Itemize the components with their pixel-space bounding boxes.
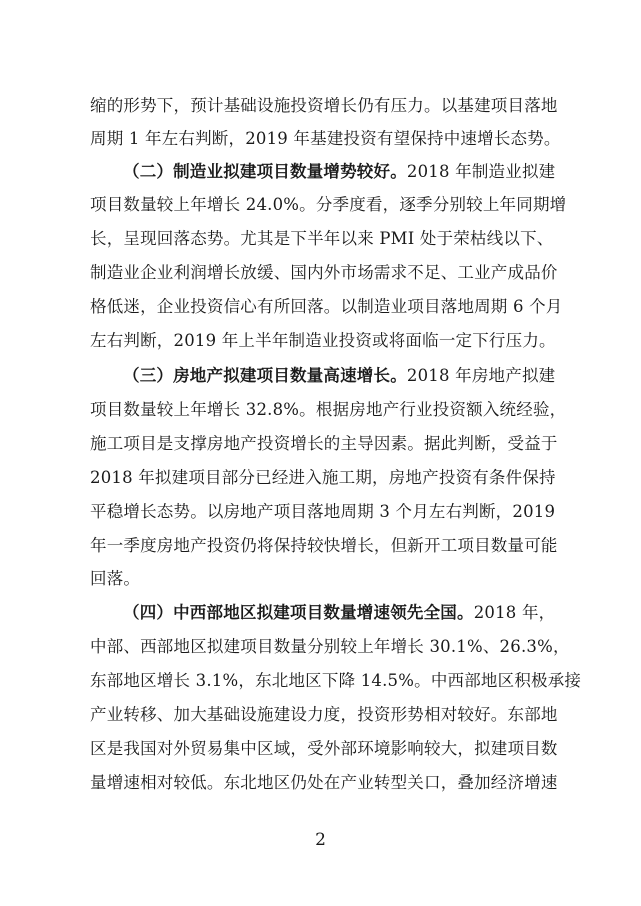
section-3-line-7: 回落。: [90, 569, 141, 588]
section-3-line-2: 项目数量较上年增长 32.8%。根据房地产行业投资额入统经验，: [90, 400, 567, 419]
section-2-heading: （二）制造业拟建项目数量增势较好。: [123, 162, 407, 181]
section-3-first-line: [123, 365, 556, 387]
section-4-first-line: [123, 602, 556, 624]
section-2-line-4: 制造业企业利润增长放缓、国内外市场需求不足、工业产成品价: [90, 263, 558, 282]
section-3-line-6: 年一季度房地产投资仍将保持较快增长，但新开工项目数量可能: [90, 536, 558, 555]
section-3-heading: （三）房地产拟建项目数量高速增长。: [123, 366, 407, 385]
page-number: 2: [315, 830, 326, 850]
intro-line-2: 周期 1 年左右判断，2019 年基建投资有望保持中速增长态势。: [90, 129, 561, 148]
section-4-heading: （四）中西部地区拟建项目数量增速领先全国。: [123, 603, 474, 622]
section-2-line-5: 格低迷，企业投资信心有所回落。以制造业项目落地周期 6 个月: [90, 297, 563, 316]
intro-line-1: 缩的形势下，预计基础设施投资增长仍有压力。以基建项目落地: [90, 96, 558, 115]
section-3-line-3: 施工项目是支撑房地产投资增长的主导因素。据此判断，受益于: [90, 434, 558, 453]
section-2-first-line: [123, 161, 556, 183]
section-4-line-5: 区是我国对外贸易集中区域，受外部环境影响较大，拟建项目数: [90, 739, 558, 758]
section-4-line-2: 中部、西部地区拟建项目数量分别较上年增长 30.1%、26.3%，: [90, 637, 570, 656]
section-4-line-3: 东部地区增长 3.1%，东北地区下降 14.5%。中西部地区积极承接: [90, 671, 582, 690]
section-3-line-4: 2018 年拟建项目部分已经进入施工期，房地产投资有条件保持: [90, 468, 556, 487]
section-4-line-4: 产业转移、加大基础设施建设力度，投资形势相对较好。东部地: [90, 705, 558, 724]
section-2-first-line-rest: 2018 年制造业拟建: [406, 162, 556, 181]
section-3-line-5: 平稳增长态势。以房地产项目落地周期 3 个月左右判断，2019: [90, 502, 556, 521]
section-2-line-3: 长，呈现回落态势。尤其是下半年以来 PMI 处于荣枯线以下、: [90, 229, 554, 248]
section-2-line-2: 项目数量较上年增长 24.0%。分季度看，逐季分别较上年同期增: [90, 195, 567, 214]
section-4-line-6: 量增速相对较低。东北地区仍处在产业转型关口，叠加经济增速: [90, 773, 558, 792]
section-2-line-6: 左右判断，2019 年上半年制造业投资或将面临一定下行压力。: [90, 331, 556, 350]
section-4-first-line-rest: 2018 年，: [473, 603, 556, 622]
section-3-first-line-rest: 2018 年房地产拟建: [406, 366, 556, 385]
